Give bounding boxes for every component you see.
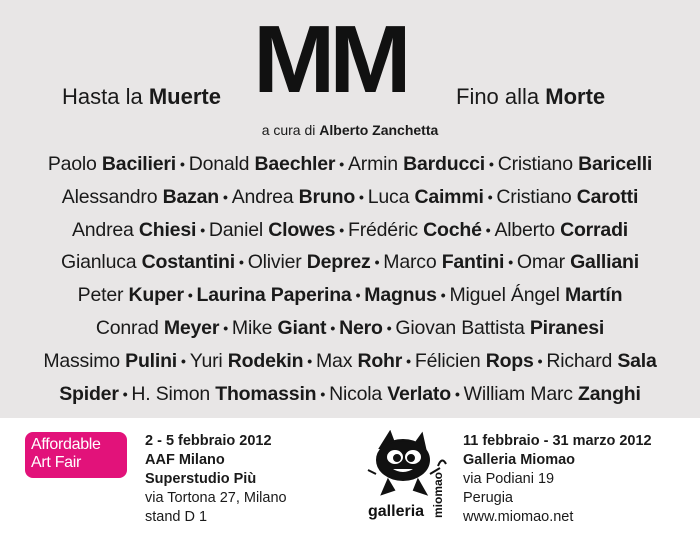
bullet-separator: • bbox=[440, 287, 446, 304]
artist-last-name: Laurina Paperina bbox=[196, 284, 352, 307]
artist-first-name: Omar bbox=[516, 251, 571, 274]
artist-first-name: Luca bbox=[367, 185, 415, 208]
artist-name bbox=[189, 153, 336, 175]
artist-first-name: Yuri bbox=[189, 349, 228, 372]
miomao-city: Perugia bbox=[463, 490, 513, 506]
artist-name bbox=[368, 186, 484, 208]
aaf-stand: stand D 1 bbox=[145, 509, 208, 525]
artist-name bbox=[383, 251, 504, 273]
artist-first-name: William Marc bbox=[463, 382, 579, 405]
artist-name bbox=[348, 219, 482, 241]
artist-last-name: Rodekin bbox=[227, 349, 304, 372]
artist-name bbox=[209, 219, 335, 241]
artist-last-name: Coché bbox=[423, 218, 482, 241]
aaf-logo-line1: Affordable bbox=[31, 436, 101, 453]
artist-last-name: Barducci bbox=[403, 153, 485, 175]
bullet-separator: • bbox=[187, 287, 193, 304]
artist-name bbox=[43, 350, 177, 372]
artist-first-name: Andrea bbox=[71, 218, 139, 241]
artist-first-name: Max bbox=[316, 349, 358, 372]
bullet-separator: • bbox=[406, 352, 411, 369]
artist-last-name: Caimmi bbox=[414, 185, 484, 208]
artist-last-name: Bazan bbox=[162, 185, 220, 208]
header-right-prefix: Fino alla bbox=[456, 84, 540, 109]
artist-first-name: Frédéric bbox=[348, 218, 424, 241]
artist-name bbox=[517, 251, 639, 273]
artist-name bbox=[78, 284, 184, 306]
miomao-website: www.miomao.net bbox=[463, 509, 574, 525]
miomao-venue-info bbox=[463, 432, 652, 527]
artist-last-name: Giant bbox=[277, 316, 327, 339]
bullet-separator: • bbox=[200, 221, 205, 238]
bullet-separator: • bbox=[330, 319, 336, 336]
artist-last-name: Clowes bbox=[268, 218, 336, 241]
artist-name bbox=[61, 251, 235, 273]
bullet-separator: • bbox=[180, 156, 185, 172]
aaf-logo-line2: Art Fair bbox=[31, 454, 82, 471]
artist-name bbox=[190, 350, 304, 372]
artist-last-name: Meyer bbox=[163, 316, 220, 339]
miomao-logo-word1: galleria bbox=[368, 503, 425, 520]
affordable-art-fair-logo bbox=[25, 432, 127, 478]
aaf-name: AAF Milano bbox=[145, 452, 225, 468]
aaf-venue-info bbox=[145, 432, 287, 527]
artist-first-name: Marco bbox=[383, 251, 442, 274]
artist-first-name: Daniel bbox=[208, 218, 269, 241]
artist-line bbox=[0, 279, 700, 312]
artist-first-name: Nicola bbox=[329, 382, 388, 405]
artist-last-name: Carotti bbox=[576, 185, 639, 208]
curator-line bbox=[0, 122, 700, 138]
bullet-separator: • bbox=[223, 319, 228, 336]
artist-first-name: Mike bbox=[231, 316, 278, 339]
bullet-separator: • bbox=[238, 254, 244, 271]
artist-last-name: Chiesi bbox=[138, 218, 197, 241]
artist-last-name: Deprez bbox=[306, 251, 371, 274]
artist-last-name: Kuper bbox=[128, 284, 184, 307]
artist-name bbox=[449, 284, 622, 306]
bullet-separator: • bbox=[122, 385, 128, 402]
artist-last-name: Baechler bbox=[254, 153, 336, 175]
artist-line bbox=[0, 378, 700, 411]
bullet-separator: • bbox=[355, 287, 361, 304]
artist-last-name: Sala bbox=[617, 349, 657, 372]
artist-last-name: Costantini bbox=[141, 251, 235, 274]
artist-first-name: Miguel Ángel bbox=[449, 284, 566, 307]
artist-first-name: Alberto bbox=[494, 218, 561, 241]
artist-last-name: Zanghi bbox=[578, 382, 641, 405]
artist-last-name: Magnus bbox=[364, 284, 437, 307]
artist-name bbox=[131, 383, 316, 405]
artist-name bbox=[339, 317, 383, 339]
bullet-separator: • bbox=[537, 352, 543, 369]
header-left-prefix: Hasta la bbox=[62, 84, 143, 109]
artist-first-name: Cristiano bbox=[496, 185, 577, 208]
artist-last-name: Nero bbox=[339, 316, 383, 339]
artist-name bbox=[496, 186, 638, 208]
artist-line bbox=[0, 148, 700, 181]
artist-last-name: Piranesi bbox=[529, 316, 605, 339]
aaf-address: via Tortona 27, Milano bbox=[145, 490, 287, 506]
artist-name bbox=[415, 350, 534, 372]
artist-name bbox=[329, 383, 451, 405]
bullet-separator: • bbox=[181, 352, 186, 369]
bullet-separator: • bbox=[508, 254, 513, 271]
mm-logo: MM bbox=[253, 6, 406, 113]
artist-name bbox=[546, 350, 656, 372]
artist-first-name: Olivier bbox=[247, 251, 307, 274]
artist-first-name: Armin bbox=[348, 153, 404, 175]
bullet-separator: • bbox=[339, 156, 344, 172]
artist-last-name: Martín bbox=[565, 284, 623, 307]
artist-last-name: Galliani bbox=[570, 251, 639, 274]
artist-first-name: Alessandro bbox=[61, 185, 163, 208]
bullet-separator: • bbox=[487, 188, 493, 205]
artist-last-name: Fantini bbox=[441, 251, 505, 274]
bullet-separator: • bbox=[454, 385, 460, 402]
artist-last-name: Spider bbox=[59, 382, 119, 405]
artist-last-name: Verlato bbox=[387, 382, 451, 405]
header-left-title bbox=[62, 84, 221, 110]
bullet-separator: • bbox=[386, 319, 392, 336]
miomao-address: via Podiani 19 bbox=[463, 471, 555, 487]
artist-first-name: Félicien bbox=[414, 349, 486, 372]
miomao-name: Galleria Miomao bbox=[463, 452, 576, 468]
artist-line bbox=[0, 246, 700, 279]
artist-line bbox=[0, 214, 700, 247]
artist-first-name: Giovan Battista bbox=[395, 316, 530, 339]
artist-name bbox=[494, 219, 628, 241]
artist-first-name: Donald bbox=[188, 153, 255, 175]
miomao-dates: 11 febbraio - 31 marzo 2012 bbox=[463, 433, 652, 449]
header-right-bold: Morte bbox=[545, 84, 606, 109]
bullet-separator: • bbox=[374, 254, 380, 271]
artist-name bbox=[72, 219, 196, 241]
artist-name bbox=[62, 186, 219, 208]
miomao-logo-word2: miomao bbox=[431, 471, 445, 518]
artist-name bbox=[197, 284, 352, 306]
artist-line bbox=[0, 312, 700, 345]
header-left-bold: Muerte bbox=[148, 84, 221, 109]
aaf-dates: 2 - 5 febbraio 2012 bbox=[145, 433, 272, 449]
artist-last-name: Thomassin bbox=[215, 382, 317, 405]
artist-name bbox=[59, 383, 118, 405]
artist-first-name: Cristiano bbox=[497, 153, 579, 175]
artist-last-name: Rohr bbox=[357, 349, 403, 372]
bullet-separator: • bbox=[307, 352, 312, 369]
artist-name bbox=[96, 317, 219, 339]
artist-first-name: Peter bbox=[77, 284, 129, 307]
artist-name bbox=[364, 284, 436, 306]
artist-name bbox=[395, 317, 604, 339]
curator-prefix: a cura di bbox=[261, 122, 316, 138]
artist-last-name: Bruno bbox=[298, 185, 356, 208]
artist-first-name: Richard bbox=[546, 349, 618, 372]
bullet-separator: • bbox=[489, 156, 494, 172]
artist-first-name: Andrea bbox=[231, 185, 299, 208]
artist-line bbox=[0, 181, 700, 214]
artist-last-name: Pulini bbox=[125, 349, 178, 372]
artist-first-name: Gianluca bbox=[61, 251, 142, 274]
bullet-separator: • bbox=[223, 188, 228, 205]
artist-first-name: Massimo bbox=[43, 349, 126, 372]
artist-last-name: Bacilieri bbox=[101, 153, 176, 175]
galleria-miomao-logo bbox=[366, 430, 452, 522]
artist-name bbox=[464, 383, 641, 405]
artist-name bbox=[316, 350, 402, 372]
artist-name bbox=[232, 186, 355, 208]
artist-name bbox=[232, 317, 326, 339]
bullet-separator: • bbox=[359, 188, 364, 205]
artist-last-name: Baricelli bbox=[578, 153, 653, 175]
artist-name bbox=[248, 251, 371, 273]
bullet-separator: • bbox=[339, 221, 344, 238]
artist-first-name: Paolo bbox=[47, 153, 102, 175]
artist-line bbox=[0, 345, 700, 378]
artist-first-name: Conrad bbox=[95, 316, 164, 339]
artist-last-name: Corradi bbox=[560, 218, 629, 241]
artist-last-name: Rops bbox=[485, 349, 534, 372]
aaf-venue: Superstudio Più bbox=[145, 471, 257, 487]
artist-name bbox=[498, 153, 652, 175]
header-right-title bbox=[456, 84, 605, 110]
artist-name bbox=[348, 153, 485, 175]
artist-first-name: H. Simon bbox=[131, 382, 216, 405]
curator-name: Alberto Zanchetta bbox=[319, 122, 439, 138]
bullet-separator: • bbox=[320, 385, 326, 402]
bullet-separator: • bbox=[485, 221, 491, 238]
artist-name bbox=[48, 153, 176, 175]
artist-list bbox=[0, 148, 700, 410]
